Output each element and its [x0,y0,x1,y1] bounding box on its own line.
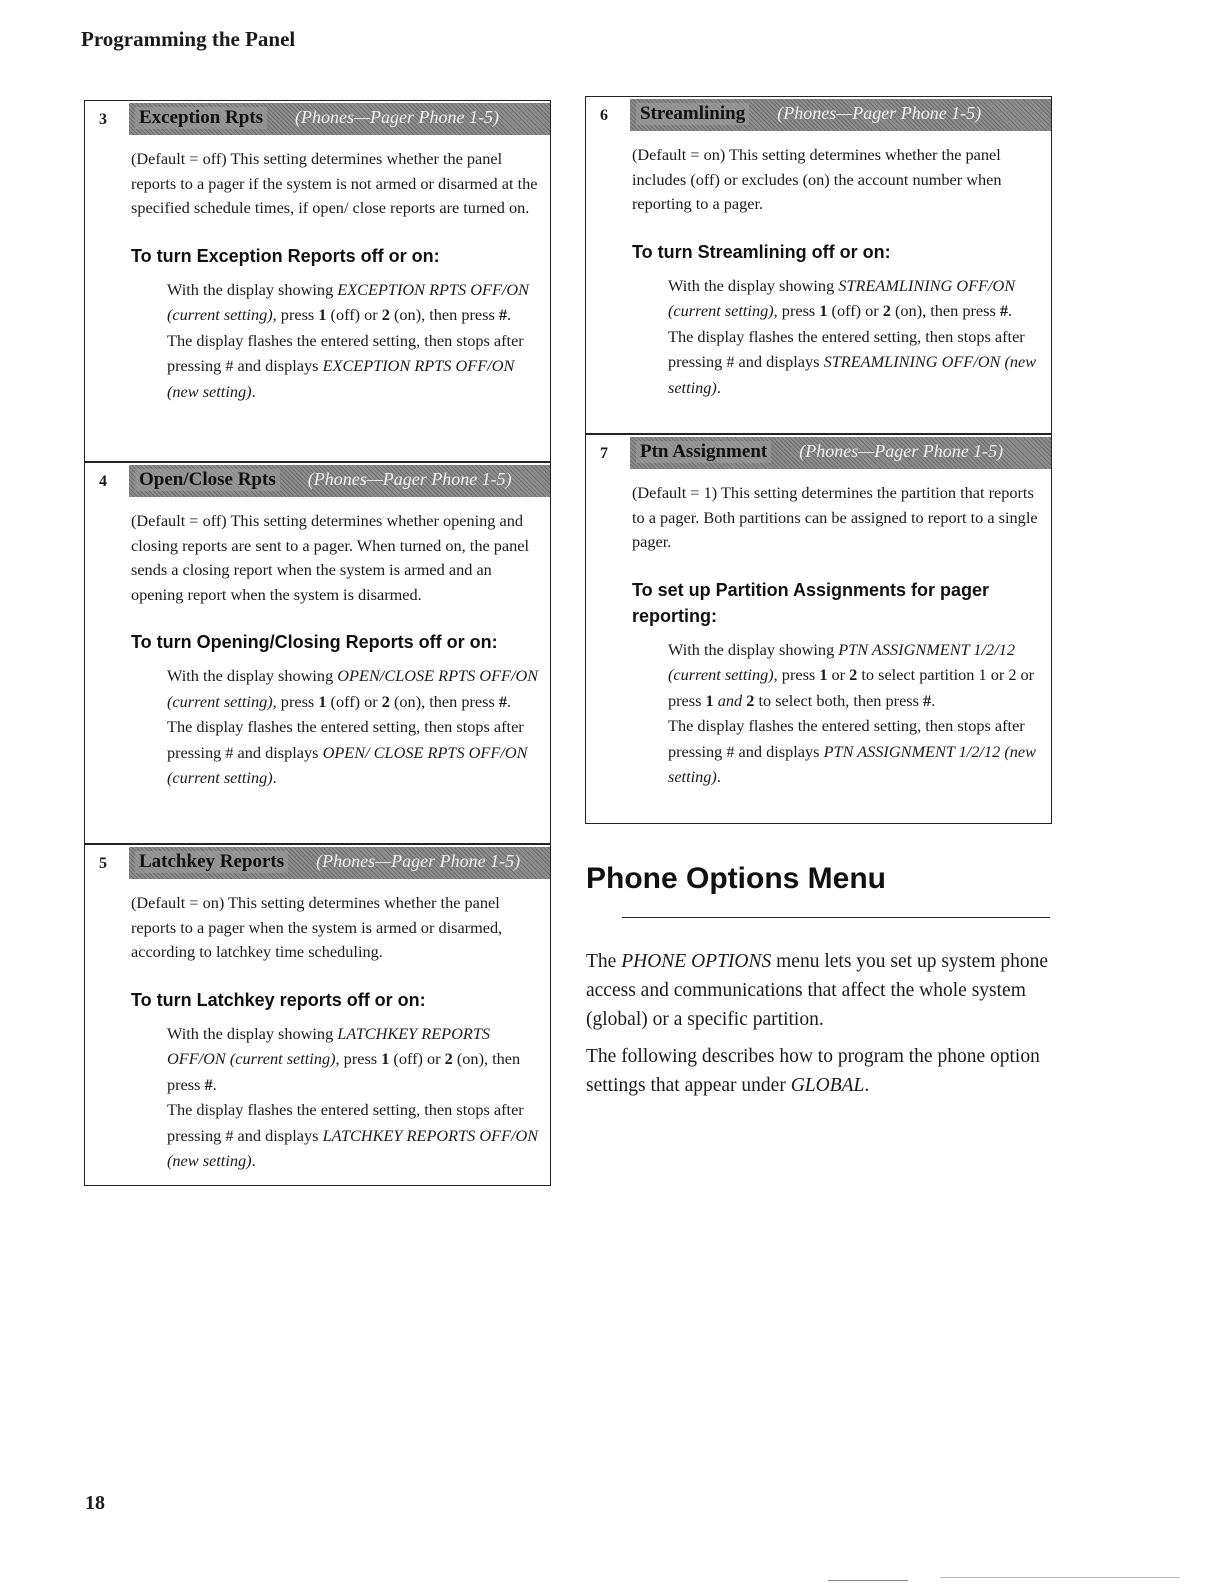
step-number: 4 [99,473,107,490]
step-title-bar [630,99,1051,131]
key-hash: # [923,690,932,710]
procedure-instruction: With the display showing STREAMLINING OFF/ON (current setting), press 1 (off) or 2 (on), then press #. [668,275,1016,320]
procedure-heading: To turn Exception Reports off or on: [131,245,440,266]
key-2: 2 [882,301,891,320]
step-header [586,435,1051,473]
global-label: GLOBAL [790,1075,865,1096]
scan-artifact [940,1577,1180,1578]
step-body [85,883,550,1174]
step-5-box [84,844,551,1186]
step-body [85,139,550,404]
step-header [85,845,550,883]
step-body [85,501,550,791]
procedure-heading: To turn Streamlining off or on: [632,241,891,262]
procedure-instruction: With the display showing OPEN/CLOSE RPTS OFF/ON (current setting), press 1 (off) or 2 (on), then press #. [167,666,539,711]
display-text: PTN ASSIGNMENT 1/2/12 [838,639,1016,659]
step-description: (Default = off) This setting determines whether opening and closing reports are sent to a pager. When turned on, the panel sends a closing report when the system is armed and an opening report when the system is disarmed. [131,511,530,604]
procedure-confirmation: The display flashes the entered setting, then stops after pressing # and displays EXCEPTION RPTS OFF/ON (new setting). [167,330,524,401]
key-1: 1 [318,691,327,711]
key-2: 2 [381,305,390,324]
key-1: 1 [819,665,828,684]
step-number: 6 [600,107,608,124]
section-rule [622,917,1050,918]
step-menu-path: (Phones—Pager Phone 1-5) [307,469,512,489]
key-hash: # [498,305,508,324]
display-setting: (current setting) [167,305,273,324]
key-hash: # [999,301,1009,320]
procedure-confirmation: The display flashes the entered setting, then stops after pressing # and displays OPEN/ CLOSE RPTS OFF/ON (current setting). [167,717,528,787]
menu-name: PHONE OPTIONS [621,951,772,972]
key-1: 1 [705,690,714,710]
intro-paragraph: The PHONE OPTIONS menu lets you set up system phone access and communications that affect the whole system (global) or a specific partition. [586,951,1049,1030]
running-head: Programming the Panel [81,27,296,51]
step-header [85,101,550,139]
procedure-confirmation: The display flashes the entered setting, then stops after pressing # and displays STREAMLINING OFF/ON (new setting). [668,326,1037,397]
display-text: EXCEPTION RPTS OFF/ON [337,279,530,299]
procedure-body [167,663,540,791]
procedure-body [167,277,540,405]
display-text: STREAMLINING OFF/ON [823,352,1001,371]
step-title-bar [630,437,1051,469]
key-2: 2 [746,690,755,710]
step-number: 7 [600,445,608,462]
step-6-box [585,96,1052,434]
step-title: Latchkey Reports [135,851,288,873]
procedure-body [668,637,1041,790]
step-description: (Default = 1) This setting determines the partition that reports to a pager. Both partitions can be assigned to report to a single pager. [632,483,1038,551]
step-title-bar [129,847,550,879]
and-word: and [717,690,743,710]
procedure-body [668,273,1041,401]
display-setting: (new setting) [167,1151,252,1170]
key-hash: # [204,1074,213,1094]
display-setting: (current setting) [668,665,774,684]
display-text: LATCHKEY REPORTS OFF/ON [322,1125,539,1145]
key-2: 2 [381,691,390,711]
procedure-body [167,1021,540,1174]
key-hash: # [498,691,508,711]
step-title: Ptn Assignment [636,441,771,463]
procedure-heading: To turn Latchkey reports off or on: [131,989,426,1010]
step-header [586,97,1051,135]
step-number: 5 [99,855,107,872]
step-menu-path: (Phones—Pager Phone 1-5) [777,103,982,123]
display-text: EXCEPTION RPTS OFF/ON [322,356,515,375]
step-4-box [84,462,551,844]
step-title-bar [129,103,550,135]
step-menu-path: (Phones—Pager Phone 1-5) [316,851,521,871]
step-body [586,135,1051,400]
step-title: Exception Rpts [135,107,267,129]
step-title: Streamlining [636,103,749,125]
step-description: (Default = off) This setting determines whether the panel reports to a pager if the system is not armed or disarmed at the specified schedule times, if open/ close reports are turned on. [131,149,538,217]
step-description: (Default = on) This setting determines whether the panel includes (off) or excludes (on) the account number when reporting to a pager. [632,145,1002,213]
procedure-confirmation: The display flashes the entered setting, then stops after pressing # and displays LATCHKEY REPORTS OFF/ON (new setting). [167,1100,539,1170]
step-body [586,473,1051,790]
display-setting: (current setting) [167,768,273,787]
step-7-box [585,434,1052,824]
display-setting: (current setting) [229,1049,336,1068]
step-description: (Default = on) This setting determines whether the panel reports to a pager when the system is armed or disarmed, according to latchkey time scheduling. [131,893,503,961]
page-number: 18 [85,1492,105,1514]
key-2: 2 [444,1049,453,1068]
step-menu-path: (Phones—Pager Phone 1-5) [799,441,1004,461]
display-setting: (new setting) [668,352,1037,397]
display-text: OPEN/CLOSE RPTS OFF/ON [337,666,539,685]
key-2: 2 [849,665,858,684]
procedure-heading: To set up Partition Assignments for pager reporting: [632,579,990,626]
procedure-heading: To turn Opening/Closing Reports off or on: [131,632,498,652]
display-text: STREAMLINING OFF/ON [838,275,1016,295]
display-setting: (current setting) [668,301,774,320]
key-1: 1 [819,301,828,320]
display-setting: (new setting) [668,741,1037,786]
step-title-bar [129,465,550,497]
step-menu-path: (Phones—Pager Phone 1-5) [295,107,499,127]
procedure-instruction: With the display showing PTN ASSIGNMENT 1/2/12 (current setting), press 1 or 2 to select partition 1 or 2 or press 1 and 2 to select both, then press #. [668,639,1035,710]
display-setting: (new setting) [167,381,252,401]
intro-paragraph: The following describes how to program the phone option settings that appear under GLOBAL. [586,1046,1040,1096]
procedure-instruction: With the display showing EXCEPTION RPTS OFF/ON (current setting), press 1 (off) or 2 (on), then press #. [167,279,530,324]
scan-artifact [828,1580,908,1581]
step-3-box [84,100,551,462]
procedure-instruction: With the display showing LATCHKEY REPORTS OFF/ON (current setting), press 1 (off) or 2 (on), then press #. [167,1023,521,1094]
procedure-confirmation: The display flashes the entered setting, then stops after pressing # and displays PTN ASSIGNMENT 1/2/12 (new setting). [668,716,1037,786]
key-1: 1 [381,1049,390,1068]
key-1: 1 [318,305,327,324]
section-title: Phone Options Menu [586,862,886,895]
display-text: PTN ASSIGNMENT 1/2/12 [823,741,1001,761]
display-text: LATCHKEY REPORTS OFF/ON [167,1023,491,1068]
step-header [85,463,550,501]
step-number: 3 [99,111,107,128]
step-title: Open/Close Rpts [135,469,280,491]
display-text: OPEN/ CLOSE RPTS OFF/ON [322,742,528,762]
display-setting: (current setting) [167,691,273,711]
